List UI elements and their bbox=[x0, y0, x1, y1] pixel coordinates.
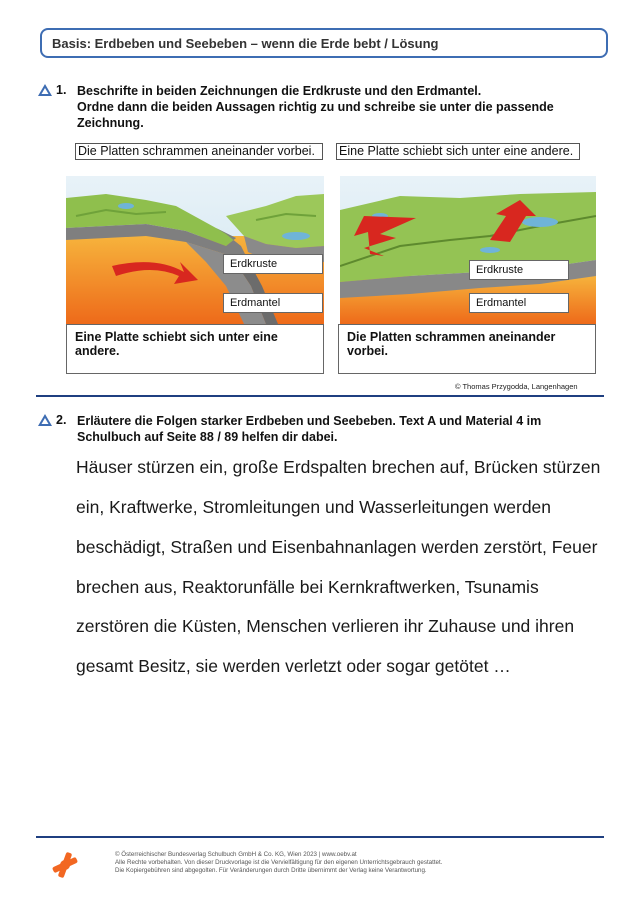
divider-top bbox=[36, 395, 604, 397]
statement-2: Eine Platte schiebt sich unter eine andere. bbox=[336, 143, 580, 160]
difficulty-triangle-icon bbox=[38, 414, 52, 426]
left-label-erdmantel: Erdmantel bbox=[223, 293, 323, 313]
left-answer-box: Eine Platte schiebt sich unter eine andere. bbox=[66, 324, 324, 374]
difficulty-triangle-icon bbox=[38, 84, 52, 96]
right-label-erdmantel: Erdmantel bbox=[469, 293, 569, 313]
image-credit: © Thomas Przygodda, Langenhagen bbox=[455, 382, 578, 391]
right-label-erdkruste: Erdkruste bbox=[469, 260, 569, 280]
task-2-number: 2. bbox=[56, 413, 67, 427]
right-answer-box: Die Platten schrammen aneinander vorbei. bbox=[338, 324, 596, 374]
divider-bottom bbox=[36, 836, 604, 838]
page-title: Basis: Erdbeben und Seebeben – wenn die Erde bebt / Lösung bbox=[40, 28, 608, 58]
oebv-logo-icon bbox=[52, 852, 78, 878]
left-label-erdkruste: Erdkruste bbox=[223, 254, 323, 274]
statement-1: Die Platten schrammen aneinander vorbei. bbox=[75, 143, 323, 160]
task-1-number: 1. bbox=[56, 83, 67, 97]
